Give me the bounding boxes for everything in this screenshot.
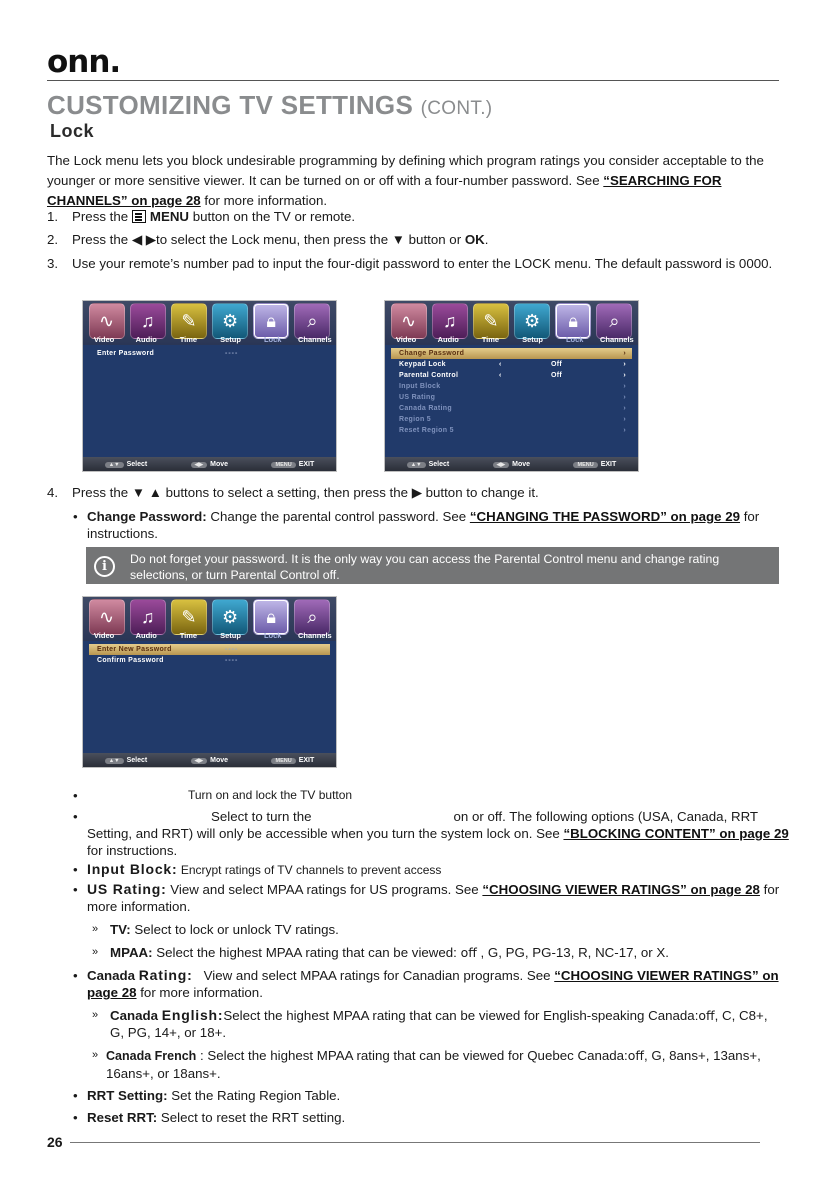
step-1-number: 1. [47,209,59,224]
link-choosing-viewer-ratings-us[interactable]: “CHOOSING VIEWER RATINGS” on page 28 [482,882,760,897]
sub-canada-english [92,1007,780,1041]
chevron-left-icon: ‹ [499,372,502,379]
tab-audio: Audio [135,631,157,640]
video-icon: ∿ [89,303,125,339]
footer-exit [573,461,616,468]
move-label: Move [210,756,229,764]
tv-footer [385,457,638,471]
bullet-reset-rrt [73,1109,777,1126]
link-choosing-viewer-ratings-canada[interactable]: “CHOOSING VIEWER RATINGS” on page 28 [87,968,779,1000]
tab-channels: Channels [599,335,634,344]
menu-btn-icon: MENU [573,462,597,468]
chevron-left-icon: ‹ [499,361,502,368]
row-value: Off [551,361,563,368]
page-title-cont: (CONT.) [420,98,493,119]
text-canada-french-after: , G, 8ans+, 13ans+, 16ans+, or 18ans+. [106,1048,761,1081]
step-3: Use your remote’s number pad to input the four-digit password to enter the LOCK menu. The default password is 0000. [72,256,773,271]
tv-tabs [385,335,638,345]
tv-screen-lock-menu [384,300,639,472]
tab-video: Video [395,335,417,344]
brand-logo: onn. [47,44,121,80]
menu-row-parental-control [391,370,632,381]
bullet-dot: • [73,862,78,877]
menu-row-change-password [391,348,632,359]
menu-btn-icon: MENU [271,758,295,764]
text-canada-french: : Select the highest MPAA rating that can be viewed for Quebec Canada: [196,1048,628,1063]
sub-marker: » [92,1009,99,1021]
tab-channels: Channels [297,335,332,344]
text-mpaa-after: , G, PG, PG-13, R, NC-17, or X. [476,945,669,960]
exit-label: EXIT [600,460,617,468]
menu-icon [132,210,146,223]
bullet-dot: • [73,882,78,897]
text-change-password: Change the parental control password. See [206,509,470,524]
move-btn-icon: ◀▶ [191,758,207,764]
bullet-change-password [73,508,777,542]
row-label: Reset Region 5 [399,427,454,434]
chevron-right-icon: › [623,350,626,357]
label-canada-rating-b: Rating: [138,967,193,983]
row-label: Input Block [399,383,441,390]
text-mpaa: Select the highest MPAA rating that can be viewed: [152,945,461,960]
text-tv: Select to lock or unlock TV ratings. [130,922,339,937]
step-2-number: 2. [47,232,59,247]
menu-row-keypad-lock [391,359,632,370]
footer-move [191,461,228,468]
chevron-right-icon: › [623,361,626,368]
chevron-right-icon: › [623,416,626,423]
channels-icon: ⌕ [596,303,632,339]
row-value: Off [551,372,563,379]
step-4-number: 4. [47,485,59,500]
menu-row-enter-password [89,348,330,359]
text-canada-rating-after: for more information. [136,985,263,1000]
tab-setup: Setup [220,631,241,640]
note-box [86,547,779,584]
step-1-pre: Press the [72,209,132,224]
chevron-right-icon: › [623,405,626,412]
row-label: US Rating [399,394,436,401]
bullet-parental-control [73,808,805,859]
menu-row-enter-new-password [89,644,330,655]
bullet-dot: • [73,788,78,803]
row-label: Enter New Password [97,646,172,653]
move-btn-icon: ◀▶ [493,462,509,468]
audio-icon: ♫ [130,599,166,635]
sub-marker: » [92,923,99,935]
tab-setup: Setup [220,335,241,344]
setup-icon: ⚙ [212,599,248,635]
audio-icon: ♫ [432,303,468,339]
menu-row-region-5 [391,414,632,425]
row-label: Canada Rating [399,405,452,412]
label-canada-rating-a: Canada [87,968,139,983]
text-us-rating-after: for more information. [87,882,780,914]
sub-marker: » [92,1049,99,1061]
move-label: Move [512,460,531,468]
footer-select [105,757,148,764]
bullet-dot: • [73,509,78,524]
lock-icon: 🔒︎ [555,303,591,339]
value-canada-english-off: off [698,1008,715,1023]
tv-screen-enter-password [82,300,337,472]
link-blocking-content[interactable]: “BLOCKING CONTENT” on page 29 [563,826,789,841]
channels-icon: ⌕ [294,303,330,339]
menu-btn-icon: MENU [271,462,295,468]
tab-video: Video [93,631,115,640]
page-number: 26 [47,1134,63,1150]
tab-video: Video [93,335,115,344]
text-canada-english-after: , C, C8+, G, PG, 14+, or 18+. [110,1008,768,1040]
lock-icon: 🔒︎ [253,599,289,635]
step-2-bold: OK [464,232,485,247]
footer-exit [271,757,314,764]
tab-channels: Channels [297,631,332,640]
setup-icon: ⚙ [514,303,550,339]
intro-text: The Lock menu lets you block undesirable programming by defining which program ratings you consider acceptable to the younger or more sensitive viewer. It can be turned on or off with a four-number password. See [47,153,764,188]
tv-footer [83,457,336,471]
page-title-main: CUSTOMIZING TV SETTINGS [47,90,414,120]
bullet-dot: • [73,1088,78,1103]
chevron-right-icon: › [623,394,626,401]
chevron-right-icon: › [623,427,626,434]
tv-tabs [83,335,336,345]
footer-exit [271,461,314,468]
channels-icon: ⌕ [294,599,330,635]
bullet-canada-rating [73,967,797,1001]
sub-mpaa [92,944,790,961]
menu-row-input-block [391,381,632,392]
exit-label: EXIT [298,756,315,764]
row-value: ---- [225,657,239,664]
step-1-bold: MENU [149,209,190,224]
tab-audio: Audio [135,335,157,344]
section-heading-lock: Lock [50,121,95,141]
row-label: Enter Password [97,350,155,357]
link-changing-the-password[interactable]: “CHANGING THE PASSWORD” on page 29 [469,509,741,524]
text-input-block: Encrypt ratings of TV channels to prevent access [177,863,442,877]
row-value: ---- [225,646,239,653]
select-label: Select [126,756,148,764]
move-label: Move [210,460,229,468]
select-btn-icon: ▲▼ [105,462,124,468]
menu-row-reset-region-5 [391,425,632,436]
tv-menu-body [89,644,330,666]
label-mpaa: MPAA: [110,945,153,960]
setup-icon: ⚙ [212,303,248,339]
note-text: Do not forget your password. It is the only way you can access the Parental Control menu and change rating selections, or turn Parental Control off. [130,552,720,582]
footer-divider [70,1142,760,1143]
label-canada-french-a: Canada [106,1049,155,1063]
bullet-keypad-lock [73,787,777,804]
bullet-dot: • [73,968,78,983]
tab-lock: Lock [565,335,584,344]
info-icon: i [94,556,115,577]
select-btn-icon: ▲▼ [407,462,426,468]
step-4: Press the ▼ ▲ buttons to select a setting, then press the ▶ button to change it. [72,485,539,500]
video-icon: ∿ [391,303,427,339]
intro-text-after2: for more information. [200,193,328,208]
footer-select [105,461,148,468]
link-searching-for-channels[interactable]: “SEARCHING FOR CHANNELS” on page 28 [47,173,722,208]
text-canada-rating: View and select MPAA ratings for Canadian programs. See [192,968,555,983]
bullet-input-block [73,861,777,879]
text-canada-english: Select the highest MPAA rating that can be viewed for English-speaking Canada: [223,1008,699,1023]
text-change-password-after: for instructions. [87,509,760,541]
bullet-dot: • [73,809,78,824]
select-label: Select [428,460,450,468]
text-parental-control: on or off. The following options (USA, Canada, RRT Setting, and RRT) will only be accessible when you turn the system lock on. See [87,809,758,841]
intro-paragraph [47,151,782,211]
sub-canada-french [92,1047,776,1082]
tab-lock: Lock [263,631,282,640]
menu-row-canada-rating [391,403,632,414]
bullet-dot: • [73,1110,78,1125]
footer-select [407,461,450,468]
menu-row-us-rating [391,392,632,403]
value-canada-french-off: off [627,1048,645,1063]
row-label: Confirm Password [97,657,164,664]
video-icon: ∿ [89,599,125,635]
sub-marker: » [92,946,99,958]
row-label: Change Password [399,350,465,357]
row-label: Parental Control [399,372,459,379]
label-reset-rrt: Reset RRT: [87,1110,158,1125]
label-change-password: Change Password: [87,509,207,524]
step-1 [72,207,772,227]
text-reset-rrt: Select to reset the RRT setting. [157,1110,346,1125]
row-label: Keypad Lock [399,361,446,368]
tab-audio: Audio [437,335,459,344]
chevron-right-icon: › [623,383,626,390]
row-label: Region 5 [399,416,431,423]
audio-icon: ♫ [130,303,166,339]
tab-lock: Lock [263,335,282,344]
text-keypad-lock: Turn on and lock the TV button [188,788,353,802]
select-label: Select [126,460,148,468]
step-2-post: . [484,232,489,247]
step-2-pre: Press the ◀ ▶to select the Lock menu, then press the ▼ button or [72,232,465,247]
sub-tv [92,921,790,938]
tv-screen-new-password [82,596,337,768]
select-btn-icon: ▲▼ [105,758,124,764]
text-parental-control-pre: Select to turn the [211,809,312,824]
label-rrt-setting: RRT Setting: [87,1088,168,1103]
value-mpaa-off: off [460,945,477,960]
text-us-rating: View and select MPAA ratings for US programs. See [166,882,483,897]
header-divider [47,80,779,81]
tab-time: Time [179,631,198,640]
tv-menu-body [89,348,330,359]
move-btn-icon: ◀▶ [191,462,207,468]
page-title [47,90,492,121]
chevron-right-icon: › [623,372,626,379]
row-value: ---- [225,350,239,357]
step-2 [72,230,772,250]
time-icon: ✎ [171,599,207,635]
menu-row-confirm-password [89,655,330,666]
tv-footer [83,753,336,767]
label-canada-english-a: Canada [110,1008,162,1023]
time-icon: ✎ [473,303,509,339]
time-icon: ✎ [171,303,207,339]
tv-tabs [83,631,336,641]
exit-label: EXIT [298,460,315,468]
tv-menu-body [391,348,632,436]
bullet-us-rating [73,881,797,915]
step-3-number: 3. [47,256,59,271]
footer-move [493,461,530,468]
label-canada-english-b: English: [161,1007,224,1023]
tab-time: Time [179,335,198,344]
label-us-rating: US Rating: [87,881,167,897]
label-tv: TV: [110,922,131,937]
footer-move [191,757,228,764]
label-input-block: Input Block: [87,861,178,877]
bullet-rrt-setting [73,1087,777,1104]
lock-icon: 🔒︎ [253,303,289,339]
step-1-post: button on the TV or remote. [189,209,356,224]
text-rrt-setting: Set the Rating Region Table. [167,1088,341,1103]
tab-time: Time [481,335,500,344]
label-canada-french-b: French [154,1049,197,1063]
text-parental-control-after: for instructions. [87,843,178,858]
tab-setup: Setup [522,335,543,344]
